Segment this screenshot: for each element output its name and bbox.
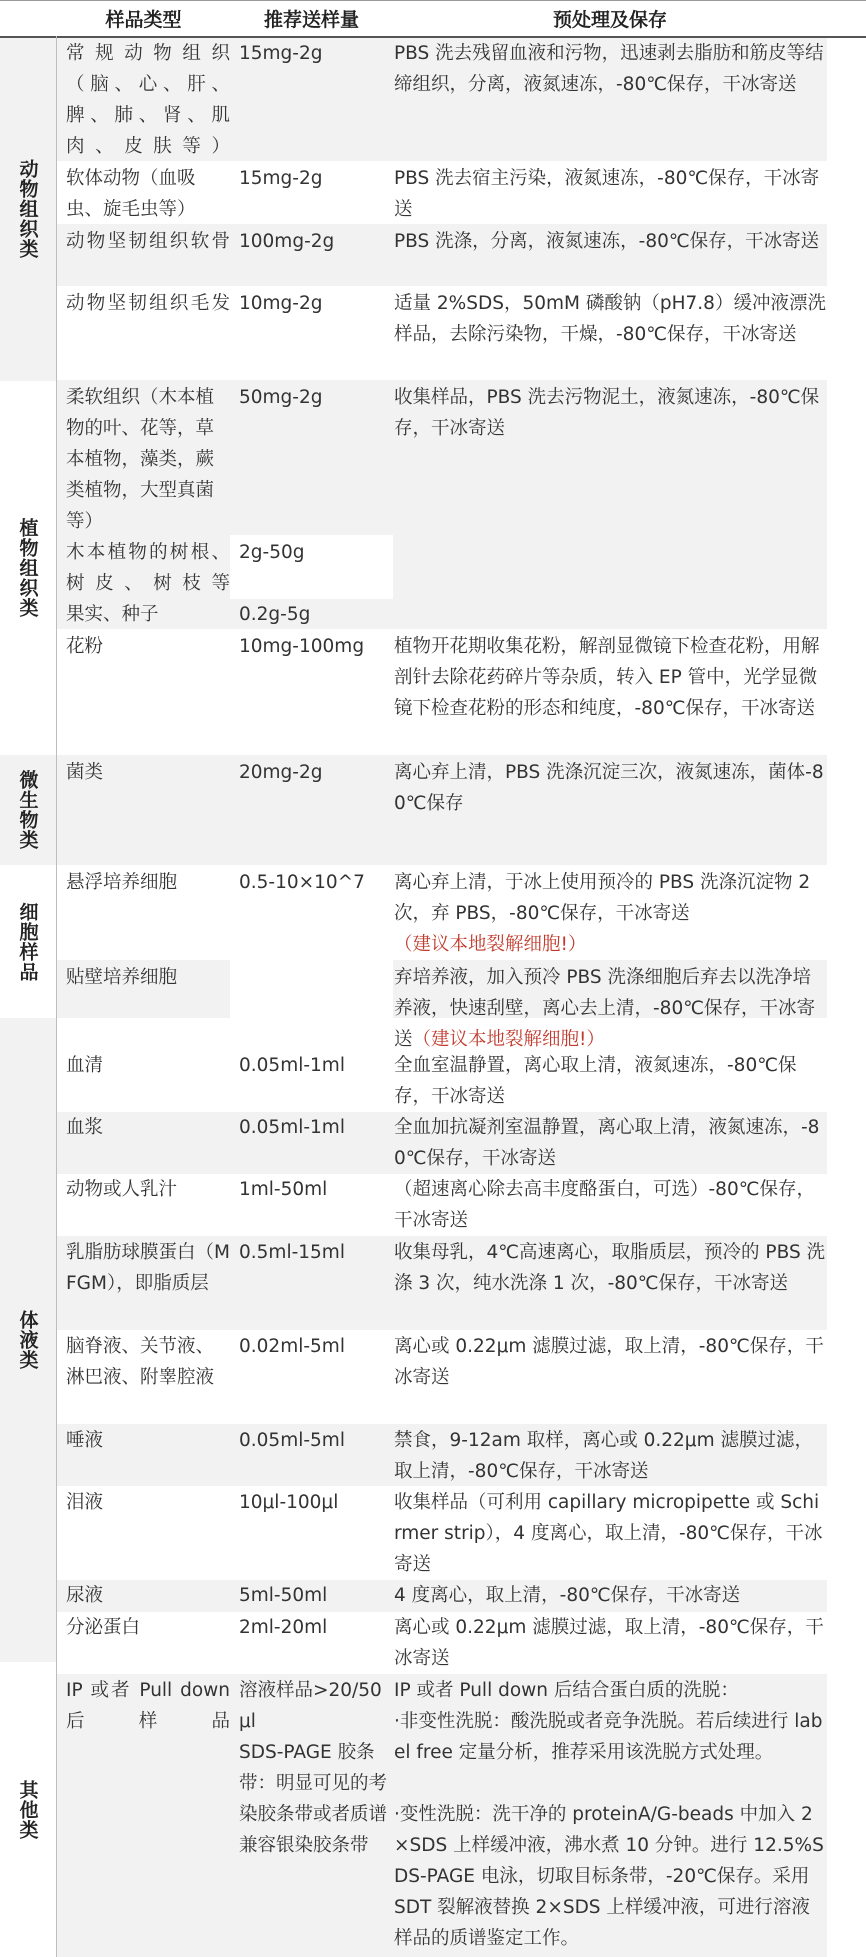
sample-name: 动物坚韧组织毛发	[66, 293, 230, 314]
sample-name: 果实、种子	[66, 604, 159, 625]
sample-amount: 10mg-100mg	[239, 636, 365, 657]
sample-name: 柔软组织（木本植物的叶、花等，草本植物，藻类，蕨类植物，大型真菌等）	[66, 387, 215, 532]
sample-name: 尿液	[66, 1585, 104, 1606]
sample-amount: 0.05ml-5ml	[239, 1430, 345, 1451]
sample-name: 常规动物组织（脑、心、肝、脾、肺、肾、肌肉、皮肤等）	[66, 43, 230, 157]
sample-amount: 0.5ml-15ml	[239, 1242, 345, 1263]
sample-process: （超速离心除去高丰度酪蛋白，可选）-80℃保存，干冰寄送	[394, 1179, 815, 1231]
sample-name: 分泌蛋白	[66, 1617, 141, 1638]
sample-process: ·变性洗脱：洗干净的 proteinA/G-beads 中加入 2×SDS 上样缓冲液，沸水煮 10 分钟。进行 12.5%SDS-PAGE 电泳，切取目标条带，-20℃保存。采用 SDT 裂解液替换 2×SDS 上样缓冲液，可进行溶液样品的质谱鉴定工作。	[394, 1804, 824, 1949]
sample-process: 离心弃上清，PBS 洗涤沉淀三次，液氮速冻，菌体-80℃保存	[394, 762, 824, 814]
sample-name: 软体动物（血吸虫、旋毛虫等）	[66, 168, 196, 220]
category-cell: 细胞样品	[16, 901, 39, 982]
sample-amount: 0.05ml-1ml	[239, 1117, 345, 1138]
sample-name: IP 或者 Pull down 后样品	[66, 1680, 230, 1732]
sample-name: 木本植物的树根、树皮、树枝等	[66, 542, 230, 594]
sample-process: 离心或 0.22μm 滤膜过滤，取上清，-80℃保存，干冰寄送	[394, 1617, 824, 1669]
category-fluid: 体液类	[16, 1310, 39, 1370]
sample-name: 血清	[66, 1055, 104, 1076]
sample-name: 脑脊液、关节液、淋巴液、附睾腔液	[66, 1336, 215, 1388]
sample-name: 花粉	[66, 636, 104, 657]
sample-amount: 15mg-2g	[239, 43, 323, 64]
sample-name: 泪液	[66, 1492, 104, 1513]
sample-name: 唾液	[66, 1430, 104, 1451]
header-sample-type: 样品类型	[105, 8, 182, 31]
sample-process: 收集样品，PBS 洗去污物泥土，液氮速冻，-80℃保存，干冰寄送	[394, 387, 820, 439]
sample-amount: 100mg-2g	[239, 231, 335, 252]
category-animal: 动物组织类	[16, 158, 39, 259]
sample-process: 离心或 0.22μm 滤膜过滤，取上清，-80℃保存，干冰寄送	[394, 1336, 824, 1388]
category-microbe: 微生物类	[16, 770, 39, 850]
sample-amount: 5ml-50ml	[239, 1585, 328, 1606]
category-plant: 植物组织类	[16, 518, 39, 618]
column-divider	[56, 36, 57, 1957]
sample-process: 适量 2%SDS，50mM 磷酸钠（pH7.8）缓冲液漂洗样品，去除污染物，干燥，-80℃保存，干冰寄送	[394, 293, 826, 345]
sample-name: 菌类	[66, 762, 104, 783]
sample-amount: 溶液样品>20/50μl	[239, 1680, 382, 1732]
sample-process: 全血加抗凝剂室温静置，离心取上清，液氮速冻，-80℃保存，干冰寄送	[394, 1117, 820, 1169]
sample-process: 禁食，9-12am 取样，离心或 0.22μm 滤膜过滤，取上清，-80℃保存，干冰寄送	[394, 1430, 813, 1482]
sample-amount: 1ml-50ml	[239, 1179, 328, 1200]
warning-note: （建议本地裂解细胞!）	[412, 1029, 605, 1050]
sample-name: 悬浮培养细胞	[66, 872, 178, 893]
warning-note: （建议本地裂解细胞!）	[394, 934, 587, 955]
sample-process: PBS 洗去残留血液和污物，迅速剥去脂肪和筋皮等结缔组织，分离，液氮速冻，-80℃保存，干冰寄送	[394, 43, 824, 95]
sample-process: PBS 洗涤，分离，液氮速冻，-80℃保存，干冰寄送	[394, 231, 820, 252]
sample-process: ·非变性洗脱：酸洗脱或者竞争洗脱。若后续进行 label free 定量分析，推荐采用该洗脱方式处理。	[394, 1711, 823, 1763]
sample-amount: 0.02ml-5ml	[239, 1336, 345, 1357]
sample-amount: SDS-PAGE 胶条带：明显可见的考染胶条带或者质谱兼容银染胶条带	[239, 1742, 388, 1856]
sample-process: 植物开花期收集花粉，解剖显微镜下检查花粉，用解剖针去除花药碎片等杂质，转入 EP 管中，光学显微镜下检查花粉的形态和纯度，-80℃保存，干冰寄送	[394, 636, 820, 719]
header-amount: 推荐送样量	[263, 8, 359, 31]
header-process: 预处理及保存	[552, 8, 667, 31]
sample-name: 贴壁培养细胞	[66, 967, 178, 988]
sample-amount: 10μl-100μl	[239, 1492, 339, 1513]
sample-process: 收集样品（可利用 capillary micropipette 或 Schirmer strip），4 度离心，取上清，-80℃保存，干冰寄送	[394, 1492, 823, 1575]
sample-process: 离心弃上清，于冰上使用预冷的 PBS 洗涤沉淀物 2 次，弃 PBS，-80℃保存，干冰寄送 （建议本地裂解细胞!）	[394, 872, 811, 955]
sample-name: 血浆	[66, 1117, 104, 1138]
sample-name: 动物或人乳汁	[66, 1179, 178, 1200]
sample-amount: 20mg-2g	[239, 762, 323, 783]
sample-name: 动物坚韧组织软骨	[66, 231, 230, 252]
sample-process: 4 度离心，取上清，-80℃保存，干冰寄送	[394, 1585, 741, 1606]
sample-amount: 0.5-10×10^7	[239, 872, 365, 893]
sample-process: 弃培养液，加入预冷 PBS 洗涤细胞后弃去以洗净培养液，快速刮壁，离心去上清，-80℃保存，干冰寄送（建议本地裂解细胞!）	[394, 967, 815, 1050]
sample-process: IP 或者 Pull down 后结合蛋白质的洗脱：	[394, 1680, 739, 1701]
sample-amount: 2ml-20ml	[239, 1617, 328, 1638]
sample-amount: 0.05ml-1ml	[239, 1055, 345, 1076]
sample-amount: 0.2g-5g	[239, 604, 311, 625]
sample-amount: 15mg-2g	[239, 168, 323, 189]
sample-name: 乳脂肪球膜蛋白（MFGM），即脂质层	[66, 1242, 230, 1294]
sample-amount: 2g-50g	[239, 542, 305, 563]
category-other: 其他类	[16, 1779, 39, 1840]
row-bg	[393, 535, 827, 629]
sample-amount: 50mg-2g	[239, 387, 323, 408]
sample-process: 全血室温静置，离心取上清，液氮速冻，-80℃保存，干冰寄送	[394, 1055, 797, 1107]
sample-amount: 10mg-2g	[239, 293, 323, 314]
sample-process: PBS 洗去宿主污染，液氮速冻，-80℃保存，干冰寄送	[394, 168, 820, 220]
sample-process: 收集母乳，4℃高速离心，取脂质层，预冷的 PBS 洗涤 3 次，纯水洗涤 1 次，-80℃保存，干冰寄送	[394, 1242, 826, 1294]
